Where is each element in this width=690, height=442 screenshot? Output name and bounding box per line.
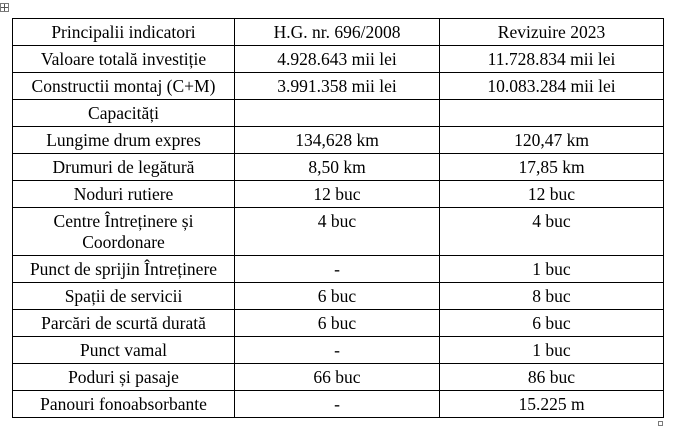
revision-2023-cell: 1 buc [440,256,664,283]
revision-2023-cell: 120,47 km [440,127,664,154]
table-row [13,256,664,283]
table-row [13,100,664,127]
table-row [13,283,664,310]
hg-2008-cell: 12 buc [235,181,440,208]
table-move-handle-icon[interactable] [0,3,9,12]
hg-2008-cell: 8,50 km [235,154,440,181]
hg-2008-cell [235,100,440,127]
revision-2023-cell [440,100,664,127]
hg-2008-cell: 3.991.358 mii lei [235,73,440,100]
hg-2008-cell: - [235,337,440,364]
hg-2008-cell: 6 buc [235,310,440,337]
table-row [13,208,664,256]
revision-2023-cell: 86 buc [440,364,664,391]
hg-2008-cell: 4.928.643 mii lei [235,46,440,73]
header-cell-indicators: Principalii indicatori [13,19,235,46]
hg-2008-cell: 6 buc [235,283,440,310]
revision-2023-cell: 17,85 km [440,154,664,181]
indicator-cell: Poduri și pasaje [13,364,235,391]
table-row [13,337,664,364]
table-row [13,46,664,73]
indicator-cell: Drumuri de legătură [13,154,235,181]
indicator-cell: Parcări de scurtă durată [13,310,235,337]
indicator-cell: Punct vamal [13,337,235,364]
hg-2008-cell: 4 buc [235,208,440,256]
table-header-row [13,19,664,46]
revision-2023-cell: 8 buc [440,283,664,310]
indicator-cell: Valoare totală investiție [13,46,235,73]
revision-2023-cell: 11.728.834 mii lei [440,46,664,73]
table-row [13,181,664,208]
revision-2023-cell: 6 buc [440,310,664,337]
table-resize-handle[interactable] [658,421,663,426]
header-cell-revision-2023: Revizuire 2023 [440,19,664,46]
indicators-table [12,18,664,418]
table-row [13,73,664,100]
indicator-cell: Panouri fonoabsorbante [13,391,235,418]
indicator-cell: Constructii montaj (C+M) [13,73,235,100]
revision-2023-cell: 15.225 m [440,391,664,418]
revision-2023-cell: 12 buc [440,181,664,208]
hg-2008-cell: - [235,256,440,283]
indicator-cell: Capacități [13,100,235,127]
revision-2023-cell: 1 buc [440,337,664,364]
table-row [13,364,664,391]
indicator-cell: Centre Întreținere și Coordonare [13,208,235,256]
revision-2023-cell: 10.083.284 mii lei [440,73,664,100]
table-row [13,310,664,337]
indicator-cell: Punct de sprijin Întreținere [13,256,235,283]
hg-2008-cell: 66 buc [235,364,440,391]
table-row [13,127,664,154]
indicator-cell: Lungime drum expres [13,127,235,154]
header-cell-hg-2008: H.G. nr. 696/2008 [235,19,440,46]
table-row [13,154,664,181]
table-row [13,391,664,418]
hg-2008-cell: - [235,391,440,418]
indicator-cell: Spații de servicii [13,283,235,310]
indicator-cell: Noduri rutiere [13,181,235,208]
hg-2008-cell: 134,628 km [235,127,440,154]
revision-2023-cell: 4 buc [440,208,664,256]
